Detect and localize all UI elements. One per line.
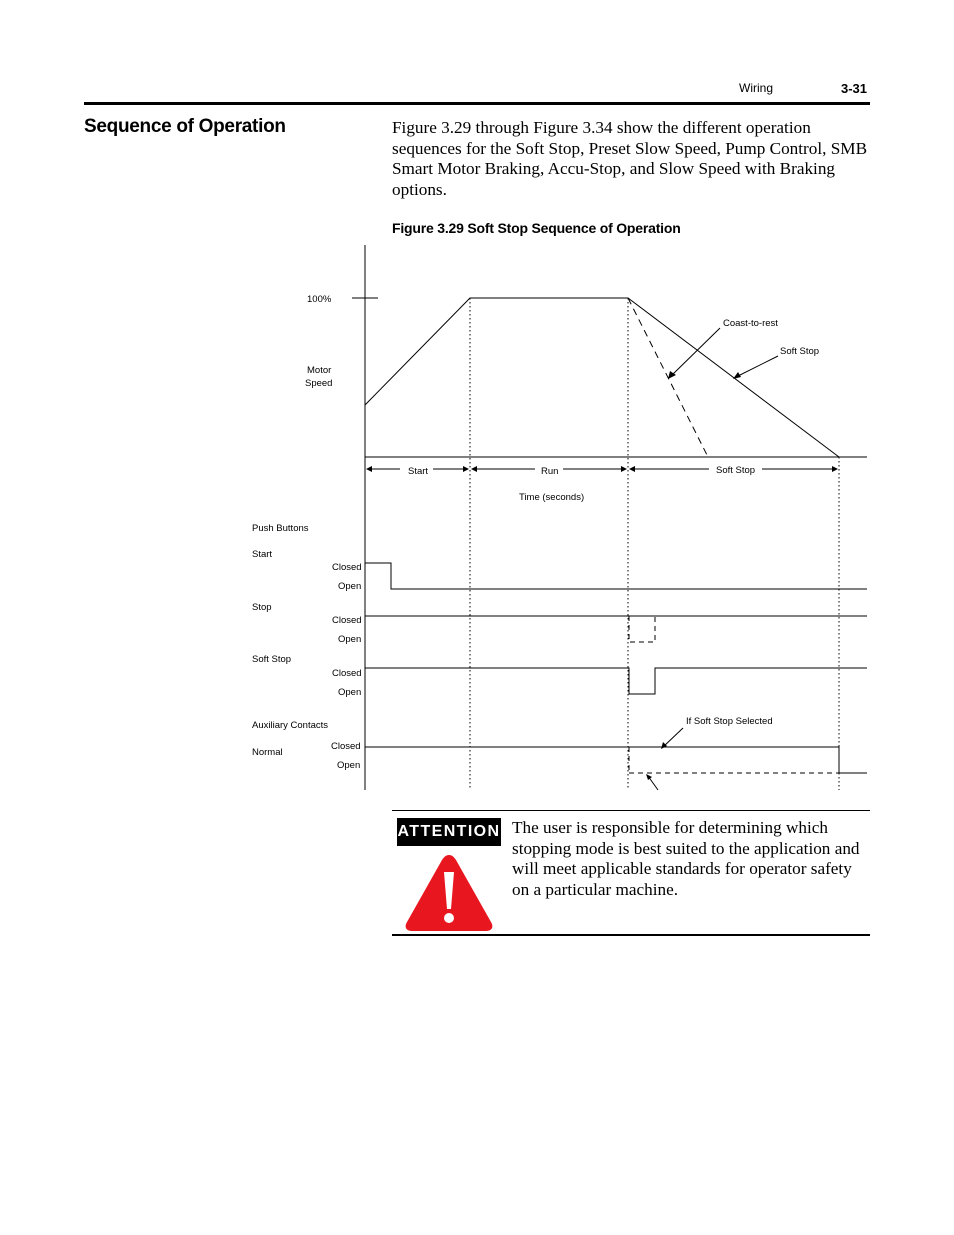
phase-start-label: Start	[408, 466, 429, 477]
attention-bottom-rule	[392, 934, 870, 936]
stop-open-label: Open	[338, 634, 362, 645]
warning-triangle-icon	[403, 851, 495, 933]
stop-dashed-pulse	[629, 616, 655, 642]
soft-stop-leader	[736, 356, 778, 377]
attention-top-rule	[392, 810, 870, 811]
soft-stop-signal-label: Soft Stop	[252, 654, 292, 665]
speed-label: Speed	[305, 378, 333, 389]
aux-closed-label: Closed	[331, 741, 361, 752]
start-waveform	[365, 563, 867, 589]
aux-open-label: Open	[337, 760, 361, 771]
normal-signal-label: Normal	[252, 747, 283, 758]
phase-run-label: Run	[541, 466, 559, 477]
if-selected-arrowhead-bottom	[646, 774, 652, 780]
stop-arrowhead-left	[629, 466, 635, 472]
figure-caption: Figure 3.29 Soft Stop Sequence of Operation	[392, 220, 681, 236]
header-section: Wiring	[739, 81, 774, 95]
soft-stop-closed-label: Closed	[332, 668, 362, 679]
if-selected-arrowhead-top	[661, 742, 667, 749]
motor-label: Motor	[307, 365, 332, 376]
soft-stop-open-label: Open	[338, 687, 362, 698]
soft-stop-arrowhead	[733, 372, 741, 379]
start-open-label: Open	[338, 581, 362, 592]
auxiliary-contacts-label: Auxiliary Contacts	[252, 720, 329, 731]
soft-stop-curve-label: Soft Stop	[780, 346, 820, 357]
start-signal-label: Start	[252, 549, 273, 560]
run-arrowhead-left	[471, 466, 477, 472]
run-arrowhead-right	[621, 466, 627, 472]
push-buttons-label: Push Buttons	[252, 523, 309, 534]
stop-arrowhead-right	[832, 466, 838, 472]
if-soft-stop-selected-label: If Soft Stop Selected	[686, 716, 773, 727]
section-title: Sequence of Operation	[84, 116, 286, 137]
start-arrowhead-left	[366, 466, 372, 472]
coast-to-rest-label: Coast-to-rest	[723, 318, 778, 329]
attention-text: The user is responsible for determining which stopping mode is best suited to the application and will meet applicable standards for operator safety on a particular machine.	[512, 818, 860, 899]
start-closed-label: Closed	[332, 562, 362, 573]
stop-signal-label: Stop	[252, 602, 272, 613]
hundred-percent-label: 100%	[307, 294, 332, 305]
start-arrowhead-right	[463, 466, 469, 472]
page-number: 3-31	[841, 81, 868, 96]
time-axis-label: Time (seconds)	[519, 492, 585, 503]
attention-badge: ATTENTION	[397, 818, 501, 846]
coast-to-rest-curve	[628, 298, 708, 457]
intro-paragraph: Figure 3.29 through Figure 3.34 show the different operation sequences for the Soft Stop, Preset Slow Speed, Pump Control, SMB Smart Motor Braking, Accu-Stop, and Slow Speed with Braking options.	[392, 118, 868, 199]
soft-stop-waveform	[365, 668, 867, 694]
phase-soft-stop-label: Soft Stop	[716, 465, 756, 476]
aux-waveform	[365, 747, 867, 773]
stop-closed-label: Closed	[332, 615, 362, 626]
if-selected-leader-top	[663, 728, 683, 747]
